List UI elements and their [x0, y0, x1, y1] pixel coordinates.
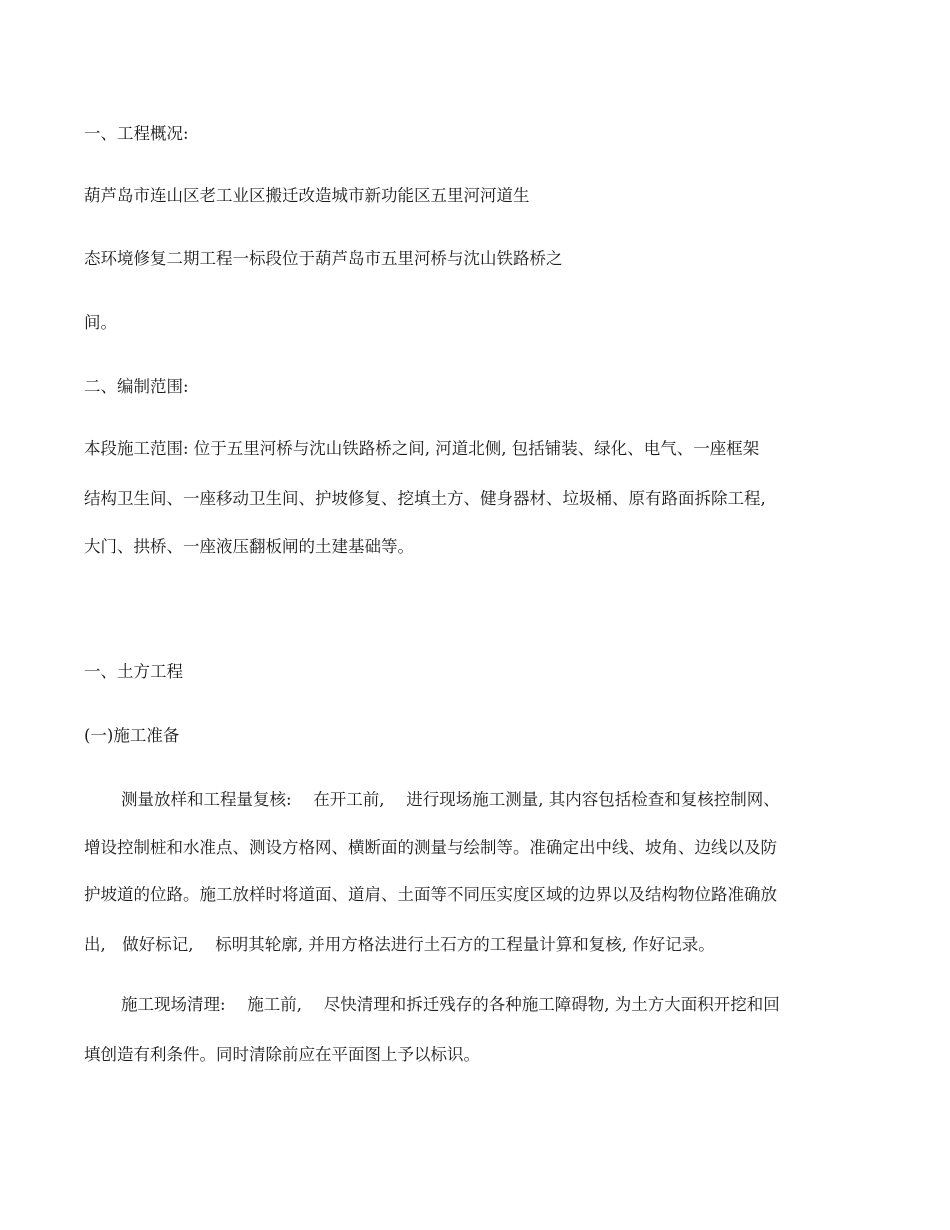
section-heading-project-overview: 一、工程概况:: [84, 124, 189, 143]
paragraph-line: 葫芦岛市连山区老工业区搬迁改造城市新功能区五里河河道生: [84, 186, 530, 205]
subsection-heading-preparation: (一)施工准备: [84, 726, 180, 745]
section-heading-scope: 二、编制范围:: [84, 377, 189, 396]
paragraph-line: 填创造有利条件。同时清除前应在平面图上予以标识。: [84, 1045, 480, 1064]
section-heading-earthwork: 一、土方工程: [84, 662, 183, 681]
paragraph-line: 护坡道的位路。施工放样时将道面、道肩、土面等不同压实度区域的边界以及结构物位路准确放: [84, 885, 777, 904]
paragraph-line: 结构卫生间、一座移动卫生间、护坡修复、挖填土方、健身器材、垃圾桶、原有路面拆除工程,: [84, 489, 766, 508]
paragraph-line: 增设控制桩和水准点、测设方格网、横断面的测量与绘制等。准确定出中线、坡角、边线以及防: [84, 838, 777, 857]
paragraph-line: 态环境修复二期工程一标段位于葫芦岛市五里河桥与沈山铁路桥之: [84, 249, 563, 268]
paragraph-line: 大门、拱桥、一座液压翻板闸的土建基础等。: [84, 537, 414, 556]
paragraph-line: 间。: [84, 313, 117, 332]
paragraph-line: 测量放样和工程量复核: 在开工前, 进行现场施工测量, 其内容包括检查和复核控制网、: [121, 790, 780, 809]
paragraph-line: 出, 做好标记, 标明其轮廓, 并用方格法进行土石方的工程量计算和复核, 作好记录。: [84, 935, 715, 954]
paragraph-line: 本段施工范围: 位于五里河桥与沈山铁路桥之间, 河道北侧, 包括铺装、绿化、电气、一座框架: [84, 439, 760, 458]
paragraph-line: 施工现场清理: 施工前, 尽快清理和拆迁残存的各种施工障碍物, 为土方大面积开挖和回: [121, 995, 780, 1014]
